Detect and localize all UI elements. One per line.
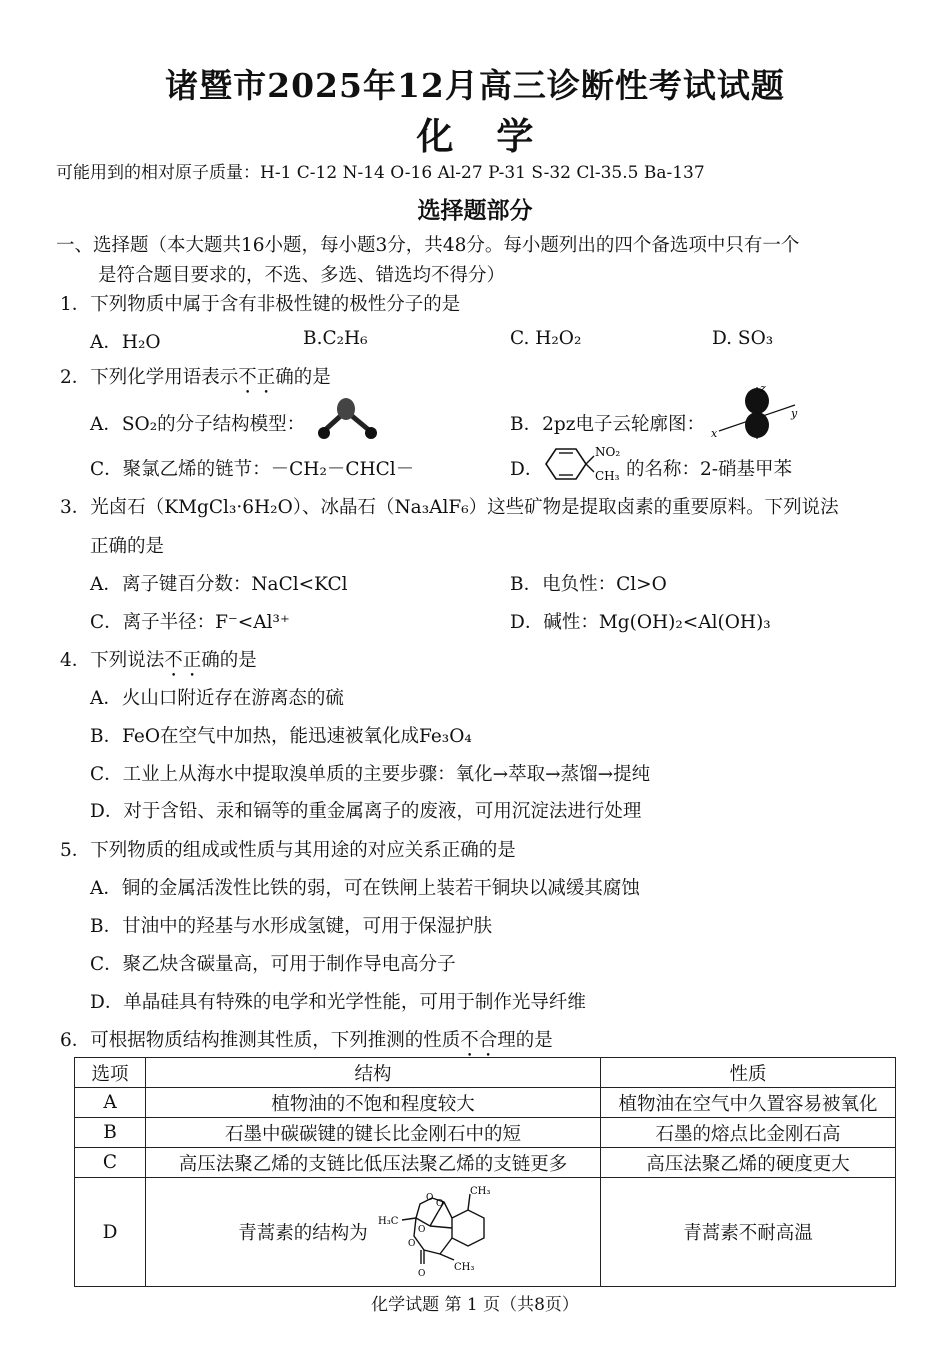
q6-stem: 6．可根据物质结构推测其性质，下列推测的性质不合理的是 (60, 1030, 553, 1051)
q3-stem-line1: 3．光卤石（KMgCl₃·6H₂O）、冰晶石（Na₃AlF₆）这些矿物是提取卤素的重要原料。下列说法 (60, 497, 839, 518)
svg-text:CH₃: CH₃ (469, 1186, 491, 1197)
section-title: 选择题部分 (417, 197, 533, 224)
artemisinin-structure (378, 1184, 508, 1280)
p-orbital-diagram (705, 383, 805, 441)
header-property: 性质 (601, 1058, 896, 1088)
nitrotoluene-structure (540, 443, 626, 485)
q1-option-a: A．H₂O (90, 332, 161, 353)
q4-option-a: A．火山口附近存在游离态的硫 (90, 688, 344, 709)
q4-option-b: B．FeO在空气中加热，能迅速被氧化成Fe₃O₄ (90, 726, 472, 747)
atomic-masses: 可能用到的相对原子质量：H-1 C-12 N-14 O-16 Al-27 P-31 S-32 Cl-35.5 Ba-137 (56, 163, 705, 183)
header-option: 选项 (75, 1058, 146, 1088)
svg-text:y: y (791, 407, 798, 420)
svg-text:NO₂: NO₂ (595, 445, 621, 459)
table-row: B 石墨中碳碳键的键长比金刚石中的短 石墨的熔点比金刚石高 (75, 1118, 896, 1148)
table-header-row (75, 1058, 896, 1088)
svg-text:O: O (417, 1269, 426, 1279)
page-footer: 化学试题 第 1 页（共8页） (371, 1295, 579, 1315)
q3-option-d: D．碱性：Mg(OH)₂<Al(OH)₃ (510, 612, 771, 633)
svg-text:O: O (407, 1239, 416, 1249)
q2-option-c: C．聚氯乙烯的链节：－CH₂－CHCl－ (90, 459, 415, 480)
q5-stem: 5．下列物质的组成或性质与其用途的对应关系正确的是 (60, 840, 516, 861)
q2-option-d-text: 的名称：2-硝基甲苯 (626, 459, 793, 480)
q6-table (74, 1057, 896, 1287)
q1-option-d: D. SO₃ (712, 328, 774, 349)
q2-option-d-label: D． (510, 459, 544, 480)
q1-stem: 1．下列物质中属于含有非极性键的极性分子的是 (60, 294, 461, 315)
svg-text:O: O (435, 1199, 444, 1209)
q4-stem: 4．下列说法不正确的是 (60, 650, 257, 671)
q1-option-c: C. H₂O₂ (510, 328, 582, 349)
q4-option-d: D．对于含铅、汞和镉等的重金属离子的废液，可用沉淀法进行处理 (90, 801, 642, 822)
q3-option-c: C．离子半径：F⁻<Al³⁺ (90, 612, 290, 633)
svg-text:z: z (760, 383, 766, 395)
header-structure: 结构 (146, 1058, 601, 1088)
q5-option-b: B．甘油中的羟基与水形成氢键，可用于保湿护肤 (90, 916, 493, 937)
q5-option-c: C．聚乙炔含碳量高，可用于制作导电高分子 (90, 954, 456, 975)
q5-option-a: A．铜的金属活泼性比铁的弱，可在铁闸上装若干铜块以减缓其腐蚀 (90, 878, 640, 899)
instructions-line1: 一、选择题（本大题共16小题，每小题3分，共48分。每小题列出的四个备选项中只有一个 (56, 235, 800, 256)
q4-option-c: C．工业上从海水中提取溴单质的主要步骤：氧化→萃取→蒸馏→提纯 (90, 764, 651, 785)
table-row: A 植物油的不饱和程度较大 植物油在空气中久置容易被氧化 (75, 1088, 896, 1118)
so2-ball-model (312, 393, 380, 443)
svg-text:CH₃: CH₃ (595, 469, 620, 483)
table-row: D 青蒿素的结构为 CH₃ H₃C CH₃ O O O O O 青蒿素不耐高温 (75, 1178, 896, 1287)
q2-option-a: A．SO₂的分子结构模型： (90, 414, 306, 435)
q3-stem-line2: 正确的是 (90, 536, 165, 557)
table-row: C 高压法聚乙烯的支链比低压法聚乙烯的支链更多 高压法聚乙烯的硬度更大 (75, 1148, 896, 1178)
q3-option-a: A．离子键百分数：NaCl<KCl (90, 574, 348, 595)
svg-text:CH₃: CH₃ (453, 1262, 475, 1273)
svg-text:x: x (711, 427, 718, 440)
svg-text:O: O (417, 1225, 426, 1235)
artemisinin-label: 青蒿素的结构为 (238, 1223, 368, 1244)
subject-title: 化 学 (416, 114, 534, 158)
q2-stem: 2．下列化学用语表示不正确的是 (60, 367, 331, 388)
q2-option-b: B．2pz电子云轮廓图： (510, 414, 705, 435)
svg-text:H₃C: H₃C (377, 1216, 399, 1227)
svg-text:O: O (425, 1193, 434, 1203)
instructions-line2: 是符合题目要求的，不选、多选、错选均不得分） (98, 265, 506, 286)
q1-option-b: B.C₂H₆ (303, 328, 368, 349)
page-title: 诸暨市2025年12月高三诊断性考试试题 (165, 66, 785, 105)
q5-option-d: D．单晶硅具有特殊的电学和光学性能，可用于制作光导纤维 (90, 992, 586, 1013)
q3-option-b: B．电负性：Cl>O (510, 574, 667, 595)
